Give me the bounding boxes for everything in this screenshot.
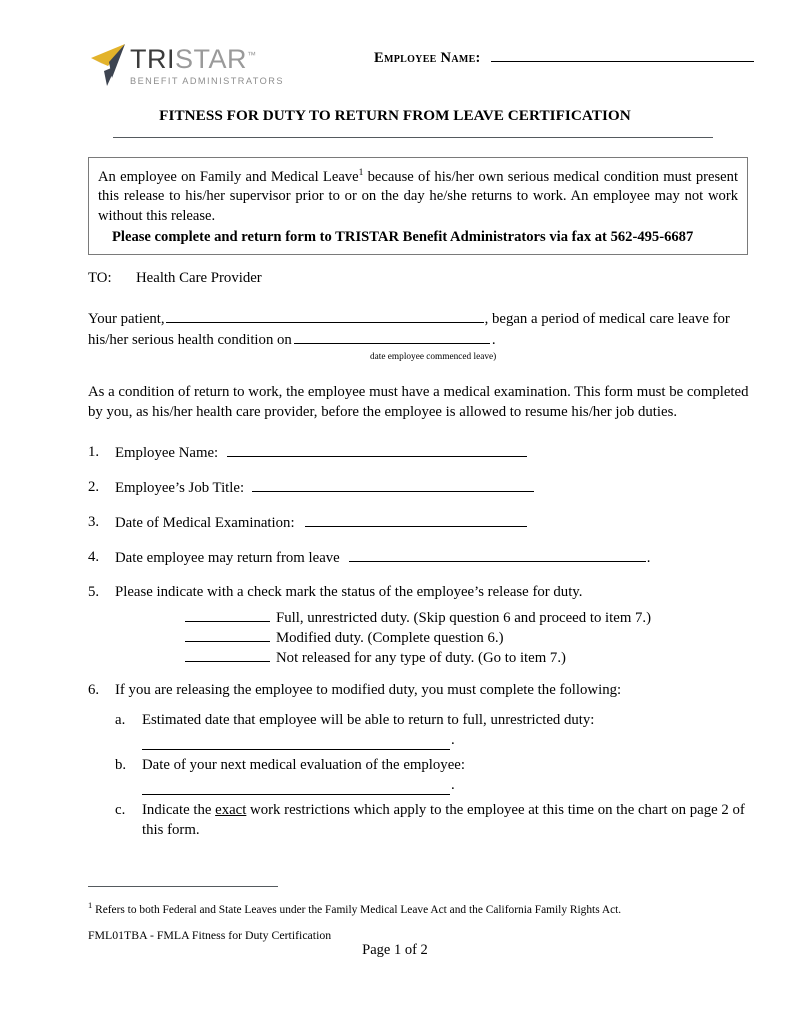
caption-row [88,350,752,364]
question-4-trailing: . [646,550,651,566]
question-3 [88,512,752,533]
question-1-label: Employee Name: [115,445,219,461]
to-value: Health Care Provider [136,270,262,286]
condition-paragraph: As a condition of return to work, the employee must have a medical examination. This form must be completed by you, as his/her health care provider, before the employee is allowed to resume his/her job duties. [88,384,749,420]
employee-name-field [374,48,754,67]
page-header [0,36,790,94]
question-2-blank[interactable] [252,477,534,492]
release-option-modified-label: Modified duty. (Complete question 6.) [276,630,504,646]
question-4-label: Date employee may return from leave [115,550,340,566]
release-option-full [185,608,752,628]
question-3-blank[interactable] [305,512,527,527]
question-1 [88,442,752,463]
question-6a [115,710,752,750]
release-option-not-released-checkline[interactable] [185,648,270,662]
question-2-body [115,477,752,498]
question-6a-body [142,710,752,750]
footnote-text: Refers to both Federal and State Leaves under the Family Medical Leave Act and the California Family Rights Act. [95,903,622,916]
question-6b-blank[interactable] [142,778,450,795]
question-6c-text-1: Indicate the [142,801,216,818]
question-6a-marker: a. [115,711,126,728]
wordmark-tri: TRI [130,44,175,74]
question-5 [88,582,752,602]
question-6 [88,680,752,700]
notice-box [88,157,748,255]
question-4-body [115,547,752,568]
patient-text-2: , began a period of medical care leave for his/her serious health condition on [88,311,730,348]
question-2-number: 2. [88,479,100,495]
employee-name-blank[interactable] [491,48,754,62]
employee-name-label: Employee Name: [374,50,481,66]
footer-form-code: FML01TBA - FMLA Fitness for Duty Certification [88,928,332,942]
footnote-number: 1 [88,900,93,910]
release-options-group [185,608,752,668]
patient-paragraph [88,308,752,350]
question-6a-trailing: . [451,731,455,748]
question-6a-text: Estimated date that employee will be able to return to full, unrestricted duty: [142,711,595,728]
release-option-not-released [185,648,752,668]
tristar-arrow-logo-icon [88,40,136,88]
question-6c [115,800,752,840]
question-2 [88,477,752,498]
release-option-modified [185,628,752,648]
question-4-blank[interactable] [349,547,646,562]
question-5-number: 5. [88,584,100,600]
notice-text-before: An employee on Family and Medical Leave [98,168,359,185]
footnote-marker: 1 [358,168,364,178]
leave-start-date-blank[interactable] [294,329,490,344]
question-6c-emphasis: exact [215,801,247,818]
question-6a-blank-row [142,730,752,750]
release-option-not-released-label: Not released for any type of duty. (Go to item 7.) [276,650,566,666]
question-6b-blank-row [142,775,752,795]
notice-text-after: because of his/her own serious medical condition must present this release to his/her supervisor prior to or on the day he/she returns to work. An employee may not work without this release. [98,168,738,224]
question-6c-marker: c. [115,801,126,818]
release-option-full-label: Full, unrestricted duty. (Skip question 6 and proceed to item 7.) [276,610,652,626]
question-4 [88,547,752,568]
release-option-full-checkline[interactable] [185,608,270,622]
notice-paragraph [98,164,738,226]
questions-list [88,442,752,840]
footnote [88,898,752,918]
brand-tagline: BENEFIT ADMINISTRATORS [130,76,284,86]
question-5-label: Please indicate with a check mark the status of the employee’s release for duty. [115,584,583,600]
footer-page-number: Page 1 of 2 [362,942,428,958]
question-4-number: 4. [88,549,100,565]
question-6c-text-2: work restrictions which apply to the employee at this time on the chart on page 2 of this form. [142,801,745,838]
leave-date-caption: date employee commenced leave) [370,352,497,362]
release-option-modified-checkline[interactable] [185,628,270,642]
patient-text-3: . [491,332,496,348]
question-5-body [115,582,752,602]
question-6-body [115,680,752,700]
question-6b-trailing: . [451,776,455,793]
patient-text-1: Your patient, [88,311,165,327]
question-3-number: 3. [88,514,100,530]
question-3-body [115,512,752,533]
question-6b-body [142,755,752,795]
trademark-symbol: ™ [247,50,257,60]
question-2-label: Employee’s Job Title: [115,480,245,496]
tristar-wordmark [130,41,340,86]
question-1-number: 1. [88,444,100,460]
patient-name-blank[interactable] [166,308,484,323]
footnote-divider [88,886,278,887]
question-1-body [115,442,752,463]
wordmark-star: STAR [175,44,248,74]
question-6b [115,755,752,795]
to-label: TO: [88,270,112,286]
question-6-number: 6. [88,681,100,698]
question-6-label: If you are releasing the employee to modified duty, you must complete the following: [115,681,622,698]
notice-fax-instruction: Please complete and return form to TRISTAR Benefit Administrators via fax at 562-495-6687 [112,229,694,246]
document-body [88,268,752,845]
question-6a-blank[interactable] [142,733,450,750]
question-3-label: Date of Medical Examination: [115,515,295,531]
question-1-blank[interactable] [227,442,527,457]
question-6b-marker: b. [115,756,127,773]
to-line [88,268,752,288]
wordmark-text [130,41,340,73]
question-6c-body [142,800,752,840]
tristar-logo [88,40,338,92]
question-6b-text: Date of your next medical evaluation of the employee: [142,756,465,773]
page-title: FITNESS FOR DUTY TO RETURN FROM LEAVE CERTIFICATION [159,107,631,124]
question-6-sublist [115,710,752,840]
title-divider [113,137,713,138]
